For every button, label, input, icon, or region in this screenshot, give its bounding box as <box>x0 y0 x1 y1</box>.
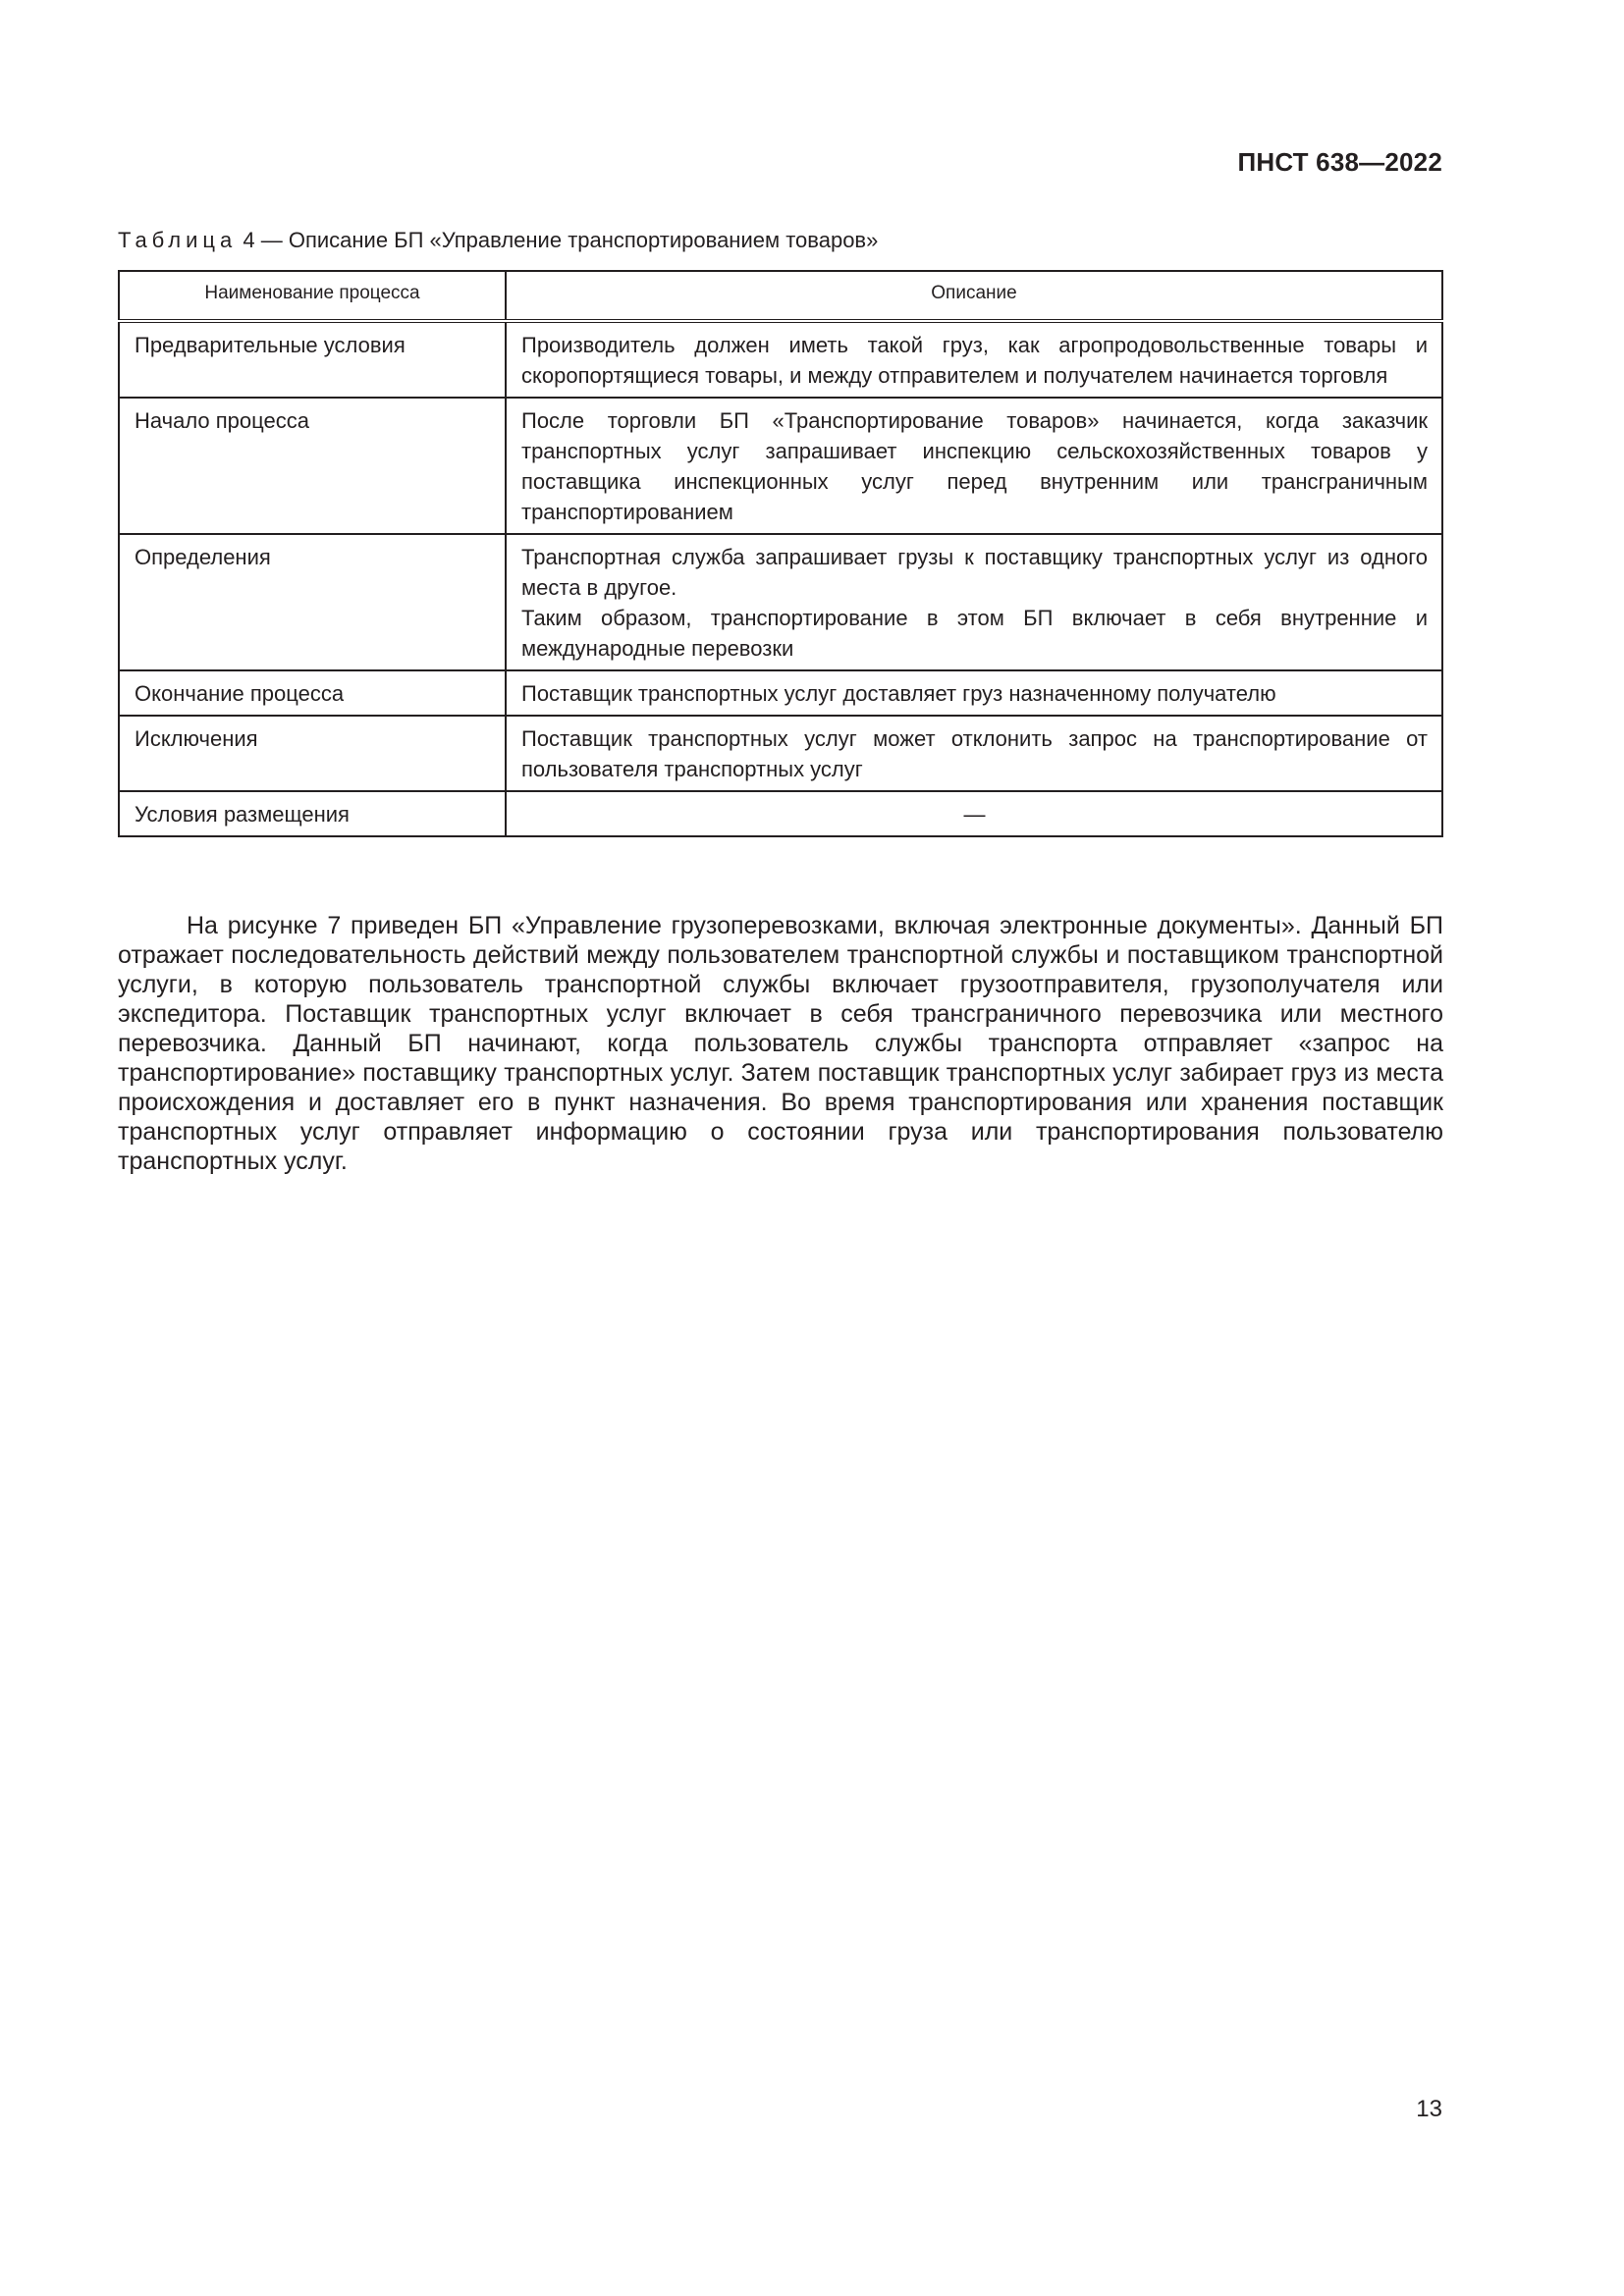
description-line: — <box>963 802 986 827</box>
description-line: Поставщик транспортных услуг доставляет груз назначенному получателю <box>521 681 1276 706</box>
table-row <box>119 321 1442 398</box>
body-paragraph: На рисунке 7 приведен БП «Управление грузоперевозками, включая электронные документы». Данный БП отражает последовательность действий между пользователем транспортной службы и поставщиком транспортной услуги, в которую пользователь транспортной службы включает грузоотправителя, грузополучателя или экспедитора. Поставщик транспортных услуг включает в себя трансграничного перевозчика или местного перевозчика. Данный БП начинают, когда пользователь службы транспорта отправляет «запрос на транспортирование» поставщику транспортных услуг. Затем поставщик транспортных услуг забирает груз из места происхождения и доставляет его в пункт назначения. Во время транспортирования или хранения поставщик транспортных услуг отправляет информацию о состоянии груза или транспортирования пользователю транспортных услуг. <box>118 912 1443 1175</box>
process-description-table <box>118 270 1443 837</box>
row-description <box>506 791 1442 836</box>
row-description <box>506 670 1442 716</box>
row-name: Исключения <box>119 716 506 791</box>
table-row <box>119 398 1442 534</box>
table-row <box>119 791 1442 836</box>
row-name: Предварительные условия <box>119 321 506 398</box>
description-line: Поставщик транспортных услуг может отклонить запрос на транспортирование от пользователя транспортных услуг <box>521 726 1428 781</box>
header-description: Описание <box>506 271 1442 321</box>
description-line: Таким образом, транспортирование в этом БП включает в себя внутренние и международные перевозки <box>521 606 1428 661</box>
row-name: Окончание процесса <box>119 670 506 716</box>
row-description <box>506 716 1442 791</box>
description-line: После торговли БП «Транспортирование товаров» начинается, когда заказчик транспортных услуг запрашивает инспекцию сельскохозяйственных товаров у поставщика инспекционных услуг перед внутренним или трансграничным транспортированием <box>521 408 1428 524</box>
table-row <box>119 534 1442 670</box>
description-line: Производитель должен иметь такой груз, как агропродовольственные товары и скоропортящиеся товары, и между отправителем и получателем начинается торговля <box>521 333 1428 388</box>
table-caption-label: Таблица <box>118 228 238 252</box>
table-caption-title: 4 — Описание БП «Управление транспортированием товаров» <box>243 228 879 252</box>
page-number: 13 <box>1416 2096 1442 2122</box>
header-process-name: Наименование процесса <box>119 271 506 321</box>
row-description <box>506 534 1442 670</box>
row-name: Условия размещения <box>119 791 506 836</box>
row-name: Определения <box>119 534 506 670</box>
row-name: Начало процесса <box>119 398 506 534</box>
table-caption <box>118 228 878 253</box>
document-code: ПНСТ 638—2022 <box>1237 147 1442 177</box>
row-description <box>506 321 1442 398</box>
description-line: Транспортная служба запрашивает грузы к поставщику транспортных услуг из одного места в другое. <box>521 545 1428 600</box>
table-row <box>119 716 1442 791</box>
table-row <box>119 670 1442 716</box>
row-description <box>506 398 1442 534</box>
table-header-row <box>119 271 1442 321</box>
